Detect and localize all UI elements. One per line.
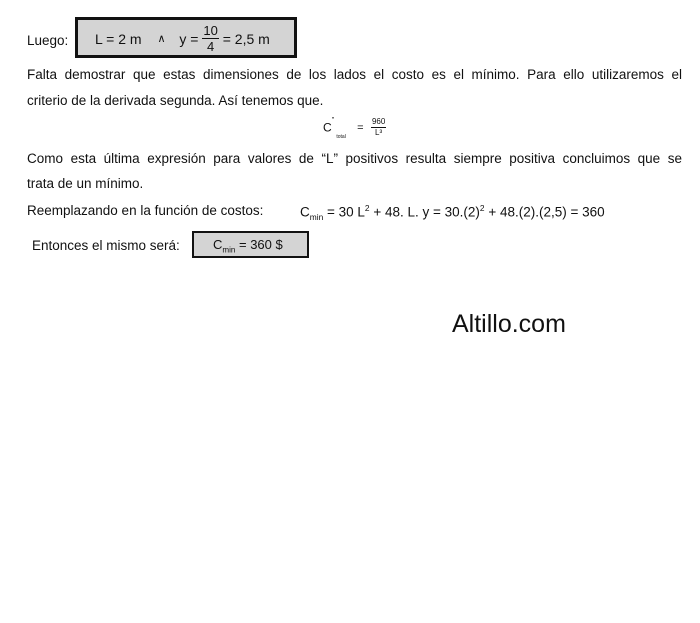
equals-sign: = <box>357 121 364 134</box>
luego-label: Luego: <box>27 33 69 48</box>
second-derivative-formula <box>323 117 386 140</box>
result-box-dimensions <box>75 17 297 58</box>
width-equation-left: y = <box>179 30 199 47</box>
width-equation-result: = 2,5 m <box>222 30 270 47</box>
and-symbol: ∧ <box>157 33 166 45</box>
cost-symbol: C <box>323 120 332 135</box>
length-equation: L = 2 m <box>95 30 142 47</box>
cost-expression-part-a: = 30 L <box>327 204 365 220</box>
dimensions-formula <box>95 24 270 53</box>
cmin-symbol: C <box>300 204 310 220</box>
paragraph-2-line-2: trata de un mínimo. <box>27 176 144 191</box>
second-derivative-denominator: L³ <box>375 128 383 137</box>
exponent-1: 2 <box>364 203 370 213</box>
second-derivative-numerator: 960 <box>371 117 386 126</box>
fraction-numerator: 10 <box>203 23 218 38</box>
result-box-minimum-cost <box>192 231 309 258</box>
minimum-cost-formula <box>213 237 283 255</box>
paragraph-1-line-2: criterio de la derivada segunda. Así tenemos que. <box>27 93 324 108</box>
total-subscript: total <box>336 133 346 140</box>
fraction-ten-fourths <box>202 24 218 53</box>
cost-expression-part-b: + 48. L. y = 30.(2) <box>369 204 480 220</box>
paragraph-1-line-1: Falta demostrar que estas dimensiones de los lados el costo es el mínimo. Para ello utilizaremos el <box>27 67 682 82</box>
cost-expression-part-c: + 48.(2).(2,5) = 360 <box>484 204 605 220</box>
final-cmin-subscript: min <box>222 245 236 255</box>
paragraph-2-line-1: Como esta última expresión para valores de “L” positivos resulta siempre positiva concluimos que se <box>27 151 682 166</box>
cost-evaluation-formula <box>300 203 605 222</box>
replacement-row <box>27 203 682 223</box>
fraction-denominator: 4 <box>206 39 215 54</box>
final-cmin-symbol: C <box>213 237 223 252</box>
exponent-2: 2 <box>479 203 485 213</box>
altillo-watermark: Altillo.com <box>452 310 566 338</box>
second-derivative-primes: '' <box>331 117 335 124</box>
minimum-cost-value: = 360 $ <box>238 237 283 252</box>
conclusion-text: Entonces el mismo será: <box>32 238 180 253</box>
replacement-text: Reemplazando en la función de costos: <box>27 203 264 218</box>
second-derivative-fraction <box>371 118 386 137</box>
cmin-subscript: min <box>309 212 324 223</box>
